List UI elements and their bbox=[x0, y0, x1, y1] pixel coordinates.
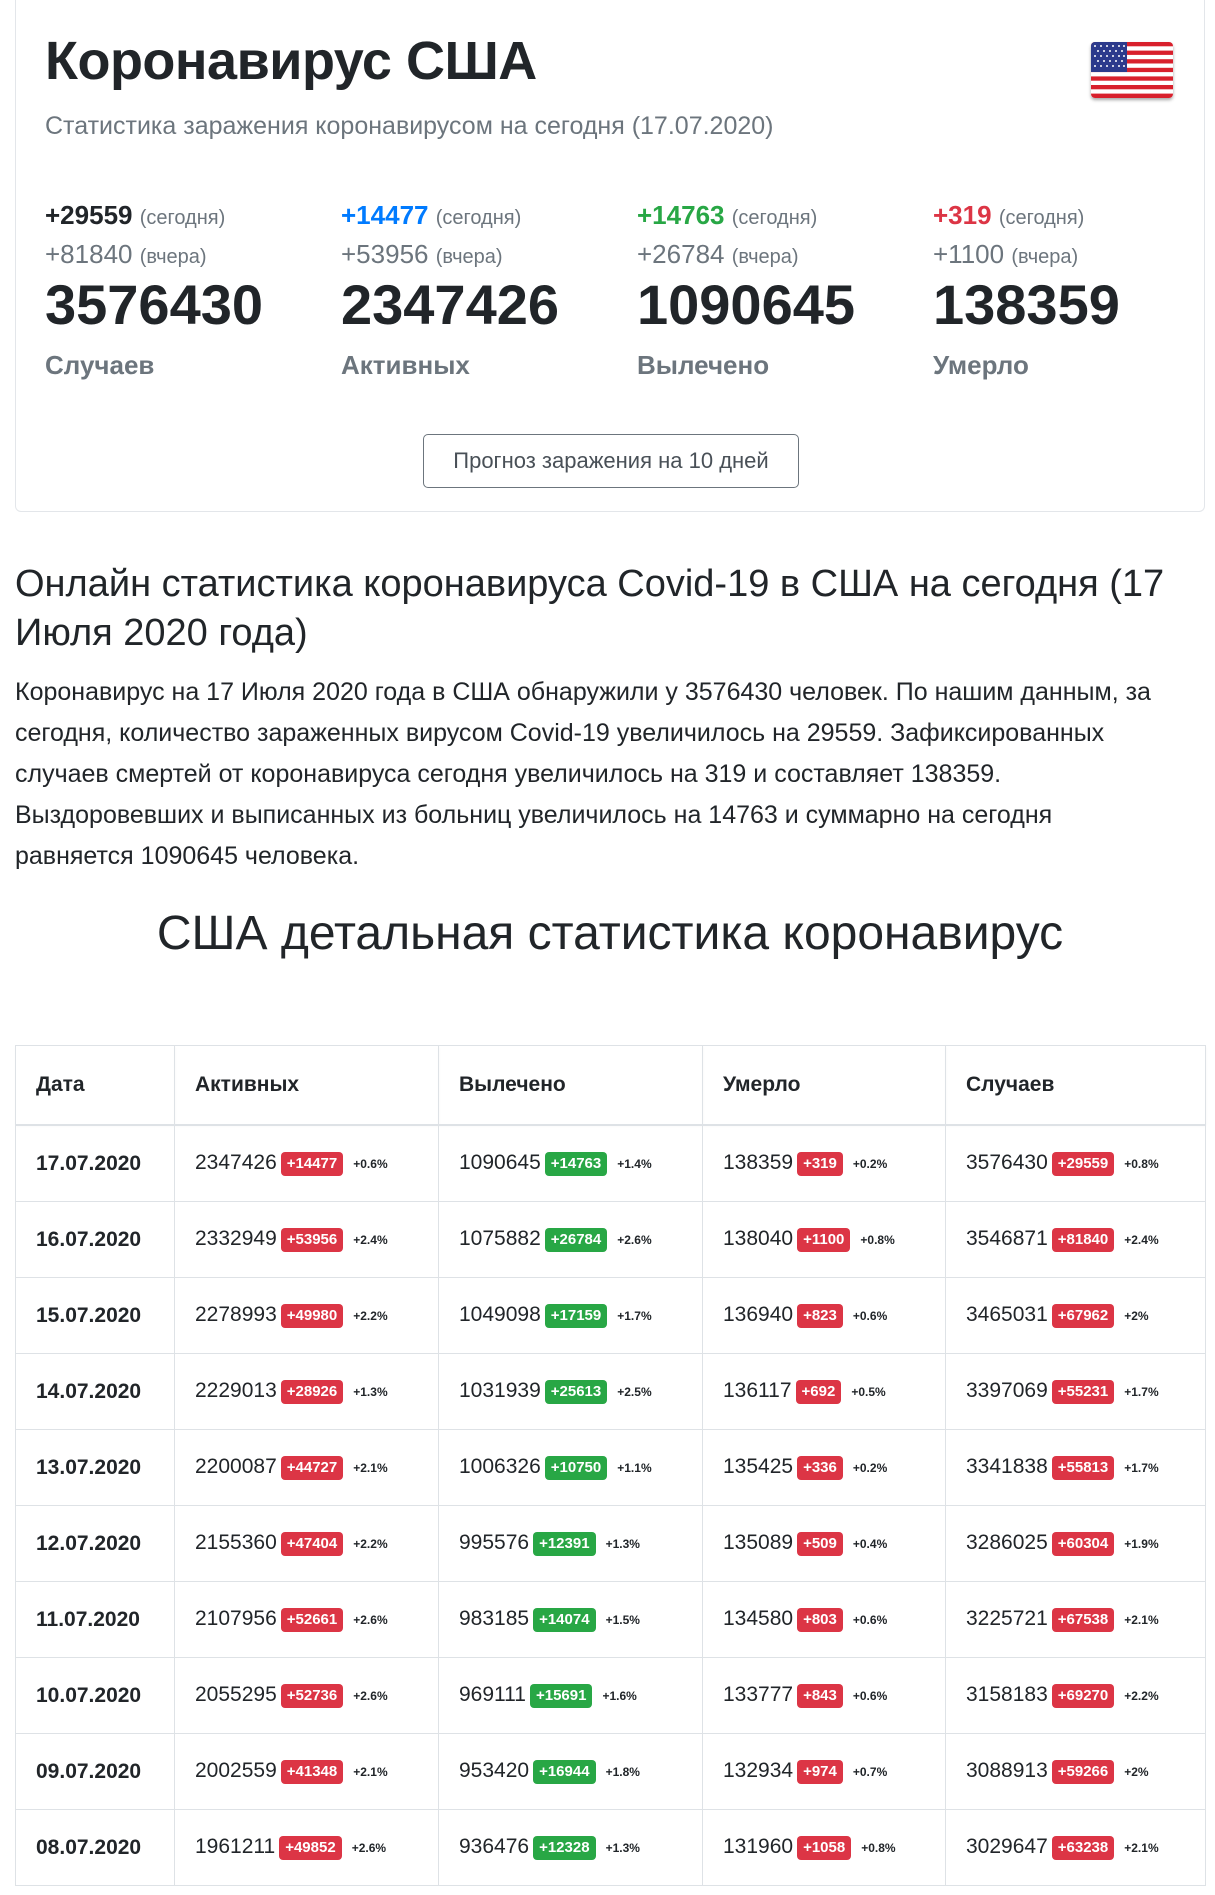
recovered-value: 1031939 bbox=[459, 1379, 541, 1402]
stat-today-note: (сегодня) bbox=[435, 207, 522, 229]
active-percent: +2.6% bbox=[353, 1613, 388, 1627]
stat-today-value: +14477 bbox=[341, 200, 429, 230]
cases-value: 3225721 bbox=[966, 1607, 1048, 1630]
active-delta-badge: +53956 bbox=[281, 1228, 343, 1252]
deaths-delta-badge: +803 bbox=[797, 1608, 843, 1632]
deaths-percent: +0.8% bbox=[861, 1841, 896, 1855]
cell-active bbox=[175, 1278, 439, 1354]
stat-yesterday-note: (вчера) bbox=[139, 246, 207, 268]
active-delta-badge: +52736 bbox=[281, 1684, 343, 1708]
recovered-percent: +1.3% bbox=[605, 1537, 640, 1551]
cases-percent: +1.7% bbox=[1124, 1385, 1159, 1399]
row-date: 15.07.2020 bbox=[16, 1278, 175, 1354]
table-row bbox=[16, 1582, 1206, 1658]
deaths-delta-badge: +1058 bbox=[797, 1836, 851, 1860]
active-delta-badge: +49852 bbox=[279, 1836, 341, 1860]
table-row bbox=[16, 1125, 1206, 1202]
cases-delta-badge: +67962 bbox=[1052, 1304, 1114, 1328]
deaths-percent: +0.6% bbox=[852, 1309, 888, 1323]
active-value: 2278993 bbox=[195, 1303, 277, 1326]
stat-recovered bbox=[637, 200, 927, 381]
summary-card bbox=[15, 0, 1205, 512]
cell-deaths bbox=[703, 1658, 946, 1734]
table-heading: США детальная статистика коронавирус bbox=[156, 907, 1064, 960]
deaths-percent: +0.8% bbox=[860, 1233, 895, 1247]
recovered-percent: +1.4% bbox=[617, 1157, 652, 1171]
stat-today-note: (сегодня) bbox=[998, 207, 1085, 229]
stat-today-value: +319 bbox=[933, 200, 992, 230]
deaths-value: 138040 bbox=[723, 1227, 794, 1250]
cases-percent: +1.7% bbox=[1124, 1461, 1159, 1475]
active-value: 2229013 bbox=[195, 1379, 277, 1402]
cell-active bbox=[175, 1658, 439, 1734]
table-header-row bbox=[16, 1046, 1206, 1126]
deaths-value: 133777 bbox=[723, 1683, 794, 1706]
cell-cases bbox=[946, 1125, 1206, 1202]
cell-cases bbox=[946, 1582, 1206, 1658]
cases-value: 3576430 bbox=[966, 1151, 1048, 1174]
cell-recovered bbox=[439, 1658, 703, 1734]
active-percent: +0.6% bbox=[353, 1157, 388, 1171]
active-delta-badge: +52661 bbox=[281, 1608, 343, 1632]
row-date: 08.07.2020 bbox=[16, 1810, 175, 1886]
cell-recovered bbox=[439, 1734, 703, 1810]
row-date: 12.07.2020 bbox=[16, 1506, 175, 1582]
recovered-value: 1006326 bbox=[459, 1455, 541, 1478]
recovered-percent: +1.8% bbox=[605, 1765, 640, 1779]
deaths-value: 136940 bbox=[723, 1303, 794, 1326]
stat-today bbox=[637, 200, 927, 231]
active-percent: +2.4% bbox=[353, 1233, 388, 1247]
stat-total: 3576430 bbox=[45, 273, 264, 336]
deaths-percent: +0.2% bbox=[852, 1461, 888, 1475]
cases-percent: +2.2% bbox=[1124, 1689, 1159, 1703]
article-paragraph: Коронавирус на 17 Июля 2020 года в США обнаружили у 3576430 человек. По нашим данным, за сегодня, количество зараженных вирусом Covid-19 увеличилось на 29559. Зафиксированных случаев смертей от коронавируса сегодня увеличилось на 319 и составляет 138359. Выздоровевших и выписанных из больниц увеличилось на 14763 и суммарно на сегодня равняется 1090645 человека. bbox=[15, 678, 1151, 870]
cell-deaths bbox=[703, 1582, 946, 1658]
forecast-button[interactable]: Прогноз заражения на 10 дней bbox=[423, 434, 799, 488]
cell-active bbox=[175, 1354, 439, 1430]
active-percent: +2.2% bbox=[353, 1309, 388, 1323]
active-value: 1961211 bbox=[195, 1835, 276, 1858]
deaths-value: 135089 bbox=[723, 1531, 794, 1554]
cell-deaths bbox=[703, 1354, 946, 1430]
stats-table bbox=[15, 1045, 1206, 1886]
cases-delta-badge: +59266 bbox=[1052, 1760, 1114, 1784]
page-title: Коронавирус США bbox=[45, 31, 537, 91]
cases-percent: +1.9% bbox=[1124, 1537, 1159, 1551]
stat-today-note: (сегодня) bbox=[139, 207, 226, 229]
cell-cases bbox=[946, 1506, 1206, 1582]
recovered-percent: +1.7% bbox=[617, 1309, 652, 1323]
cell-active bbox=[175, 1810, 439, 1886]
stat-yesterday-value: +81840 bbox=[45, 239, 133, 269]
cell-deaths bbox=[703, 1125, 946, 1202]
active-delta-badge: +14477 bbox=[281, 1152, 343, 1176]
recovered-delta-badge: +12391 bbox=[533, 1532, 595, 1556]
stat-active bbox=[341, 200, 631, 381]
deaths-percent: +0.6% bbox=[852, 1689, 888, 1703]
cell-recovered bbox=[439, 1125, 703, 1202]
stat-today bbox=[341, 200, 631, 231]
cases-value: 3286025 bbox=[966, 1531, 1048, 1554]
cell-cases bbox=[946, 1430, 1206, 1506]
column-header-recovered: Вылечено bbox=[439, 1046, 703, 1126]
recovered-percent: +1.5% bbox=[605, 1613, 640, 1627]
table-row bbox=[16, 1810, 1206, 1886]
cases-percent: +2.1% bbox=[1124, 1841, 1159, 1855]
column-header-active: Активных bbox=[175, 1046, 439, 1126]
stat-yesterday bbox=[45, 239, 335, 270]
stat-yesterday-note: (вчера) bbox=[435, 246, 503, 268]
cell-recovered bbox=[439, 1506, 703, 1582]
row-date: 13.07.2020 bbox=[16, 1430, 175, 1506]
cell-deaths bbox=[703, 1734, 946, 1810]
cell-active bbox=[175, 1506, 439, 1582]
recovered-percent: +1.1% bbox=[617, 1461, 652, 1475]
active-value: 2107956 bbox=[195, 1607, 277, 1630]
stat-cases bbox=[45, 200, 335, 381]
cell-recovered bbox=[439, 1810, 703, 1886]
table-row bbox=[16, 1658, 1206, 1734]
recovered-delta-badge: +17159 bbox=[545, 1304, 607, 1328]
cell-deaths bbox=[703, 1430, 946, 1506]
stat-yesterday bbox=[341, 239, 631, 270]
cases-delta-badge: +60304 bbox=[1052, 1532, 1114, 1556]
cases-percent: +2.1% bbox=[1124, 1613, 1159, 1627]
cases-value: 3029647 bbox=[966, 1835, 1048, 1858]
row-date: 11.07.2020 bbox=[16, 1582, 175, 1658]
stat-yesterday-note: (вчера) bbox=[1011, 246, 1079, 268]
cases-delta-badge: +29559 bbox=[1052, 1152, 1114, 1176]
recovered-percent: +2.5% bbox=[617, 1385, 652, 1399]
cases-value: 3158183 bbox=[966, 1683, 1048, 1706]
cell-active bbox=[175, 1734, 439, 1810]
cell-cases bbox=[946, 1278, 1206, 1354]
cases-delta-badge: +63238 bbox=[1052, 1836, 1114, 1860]
recovered-delta-badge: +10750 bbox=[545, 1456, 607, 1480]
recovered-value: 1075882 bbox=[459, 1227, 541, 1250]
active-delta-badge: +44727 bbox=[281, 1456, 343, 1480]
stat-yesterday bbox=[933, 239, 1215, 270]
active-percent: +2.6% bbox=[351, 1841, 387, 1855]
deaths-value: 134580 bbox=[723, 1607, 794, 1630]
deaths-value: 135425 bbox=[723, 1455, 794, 1478]
cell-active bbox=[175, 1430, 439, 1506]
cases-delta-badge: +69270 bbox=[1052, 1684, 1114, 1708]
stat-label: Вылечено bbox=[637, 349, 770, 380]
active-value: 2002559 bbox=[195, 1759, 277, 1782]
recovered-delta-badge: +15691 bbox=[530, 1684, 592, 1708]
cases-value: 3397069 bbox=[966, 1379, 1048, 1402]
recovered-value: 995576 bbox=[459, 1531, 530, 1554]
recovered-delta-badge: +12328 bbox=[533, 1836, 595, 1860]
recovered-percent: +2.6% bbox=[617, 1233, 652, 1247]
stat-yesterday-value: +1100 bbox=[933, 239, 1005, 269]
column-header-date: Дата bbox=[16, 1046, 175, 1126]
cell-cases bbox=[946, 1810, 1206, 1886]
stat-today-value: +29559 bbox=[45, 200, 133, 230]
us-flag-icon bbox=[1091, 42, 1173, 98]
active-value: 2055295 bbox=[195, 1683, 277, 1706]
active-value: 2347426 bbox=[195, 1151, 277, 1174]
active-delta-badge: +41348 bbox=[281, 1760, 343, 1784]
cases-delta-badge: +67538 bbox=[1052, 1608, 1114, 1632]
cell-deaths bbox=[703, 1506, 946, 1582]
cases-value: 3465031 bbox=[966, 1303, 1048, 1326]
column-header-cases: Случаев bbox=[946, 1046, 1206, 1126]
recovered-value: 983185 bbox=[459, 1607, 530, 1630]
deaths-delta-badge: +1100 bbox=[797, 1228, 850, 1252]
active-value: 2332949 bbox=[195, 1227, 277, 1250]
cell-cases bbox=[946, 1734, 1206, 1810]
deaths-percent: +0.7% bbox=[852, 1765, 888, 1779]
cell-deaths bbox=[703, 1202, 946, 1278]
cell-cases bbox=[946, 1658, 1206, 1734]
cell-recovered bbox=[439, 1430, 703, 1506]
deaths-delta-badge: +509 bbox=[797, 1532, 843, 1556]
cell-deaths bbox=[703, 1810, 946, 1886]
deaths-delta-badge: +336 bbox=[797, 1456, 843, 1480]
stat-today bbox=[933, 200, 1215, 231]
table-body bbox=[16, 1125, 1206, 1886]
stat-yesterday bbox=[637, 239, 927, 270]
cases-delta-badge: +81840 bbox=[1052, 1228, 1114, 1252]
active-percent: +1.3% bbox=[353, 1385, 388, 1399]
stat-yesterday-value: +53956 bbox=[341, 239, 429, 269]
table-row bbox=[16, 1506, 1206, 1582]
deaths-percent: +0.5% bbox=[851, 1385, 886, 1399]
cell-cases bbox=[946, 1354, 1206, 1430]
stat-yesterday-note: (вчера) bbox=[731, 246, 799, 268]
active-delta-badge: +47404 bbox=[281, 1532, 343, 1556]
stat-total: 138359 bbox=[933, 273, 1120, 336]
deaths-delta-badge: +692 bbox=[796, 1380, 842, 1404]
deaths-delta-badge: +974 bbox=[797, 1760, 843, 1784]
recovered-percent: +1.3% bbox=[605, 1841, 640, 1855]
deaths-percent: +0.2% bbox=[852, 1157, 888, 1171]
cases-percent: +0.8% bbox=[1124, 1157, 1159, 1171]
stat-today bbox=[45, 200, 335, 231]
table-row bbox=[16, 1202, 1206, 1278]
stat-today-value: +14763 bbox=[637, 200, 725, 230]
recovered-value: 1049098 bbox=[459, 1303, 541, 1326]
recovered-value: 1090645 bbox=[459, 1151, 541, 1174]
row-date: 14.07.2020 bbox=[16, 1354, 175, 1430]
active-value: 2200087 bbox=[195, 1455, 277, 1478]
table-row bbox=[16, 1734, 1206, 1810]
cell-active bbox=[175, 1202, 439, 1278]
deaths-delta-badge: +319 bbox=[797, 1152, 843, 1176]
deaths-value: 136117 bbox=[723, 1379, 792, 1402]
cases-percent: +2% bbox=[1124, 1309, 1149, 1323]
cases-value: 3341838 bbox=[966, 1455, 1048, 1478]
recovered-value: 936476 bbox=[459, 1835, 530, 1858]
cell-recovered bbox=[439, 1582, 703, 1658]
recovered-delta-badge: +14074 bbox=[533, 1608, 595, 1632]
table-row bbox=[16, 1278, 1206, 1354]
stat-label: Умерло bbox=[933, 349, 1029, 380]
cases-value: 3088913 bbox=[966, 1759, 1048, 1782]
recovered-value: 969111 bbox=[459, 1683, 526, 1706]
deaths-value: 138359 bbox=[723, 1151, 794, 1174]
cell-deaths bbox=[703, 1278, 946, 1354]
row-date: 17.07.2020 bbox=[16, 1125, 175, 1202]
active-percent: +2.6% bbox=[353, 1689, 388, 1703]
stat-today-note: (сегодня) bbox=[731, 207, 818, 229]
active-percent: +2.1% bbox=[353, 1461, 388, 1475]
column-header-deaths: Умерло bbox=[703, 1046, 946, 1126]
stat-total: 1090645 bbox=[637, 273, 856, 336]
deaths-percent: +0.4% bbox=[852, 1537, 888, 1551]
recovered-delta-badge: +14763 bbox=[545, 1152, 607, 1176]
table-row bbox=[16, 1354, 1206, 1430]
deaths-percent: +0.6% bbox=[852, 1613, 888, 1627]
cases-percent: +2.4% bbox=[1124, 1233, 1159, 1247]
article-heading: Онлайн статистика коронавируса Covid-19 в США на сегодня (17 Июля 2020 года) bbox=[15, 563, 1165, 655]
active-delta-badge: +28926 bbox=[281, 1380, 343, 1404]
stat-yesterday-value: +26784 bbox=[637, 239, 725, 269]
deaths-delta-badge: +843 bbox=[797, 1684, 843, 1708]
recovered-delta-badge: +26784 bbox=[545, 1228, 607, 1252]
cases-value: 3546871 bbox=[966, 1227, 1048, 1250]
cell-active bbox=[175, 1582, 439, 1658]
cell-recovered bbox=[439, 1354, 703, 1430]
deaths-value: 132934 bbox=[723, 1759, 794, 1782]
stat-total: 2347426 bbox=[341, 273, 560, 336]
recovered-delta-badge: +16944 bbox=[533, 1760, 595, 1784]
deaths-delta-badge: +823 bbox=[797, 1304, 843, 1328]
cell-recovered bbox=[439, 1202, 703, 1278]
active-percent: +2.2% bbox=[353, 1537, 388, 1551]
cell-active bbox=[175, 1125, 439, 1202]
row-date: 10.07.2020 bbox=[16, 1658, 175, 1734]
active-value: 2155360 bbox=[195, 1531, 277, 1554]
recovered-percent: +1.6% bbox=[602, 1689, 637, 1703]
deaths-value: 131960 bbox=[723, 1835, 794, 1858]
stat-label: Активных bbox=[341, 349, 470, 380]
cases-delta-badge: +55813 bbox=[1052, 1456, 1114, 1480]
table-row bbox=[16, 1430, 1206, 1506]
stat-deaths bbox=[933, 200, 1215, 381]
recovered-delta-badge: +25613 bbox=[545, 1380, 607, 1404]
cases-delta-badge: +55231 bbox=[1052, 1380, 1114, 1404]
recovered-value: 953420 bbox=[459, 1759, 530, 1782]
active-delta-badge: +49980 bbox=[281, 1304, 343, 1328]
cases-percent: +2% bbox=[1124, 1765, 1149, 1779]
row-date: 09.07.2020 bbox=[16, 1734, 175, 1810]
row-date: 16.07.2020 bbox=[16, 1202, 175, 1278]
stat-label: Случаев bbox=[45, 349, 155, 380]
cell-recovered bbox=[439, 1278, 703, 1354]
cell-cases bbox=[946, 1202, 1206, 1278]
active-percent: +2.1% bbox=[353, 1765, 388, 1779]
page-subtitle: Статистика заражения коронавирусом на сегодня (17.07.2020) bbox=[45, 112, 774, 140]
